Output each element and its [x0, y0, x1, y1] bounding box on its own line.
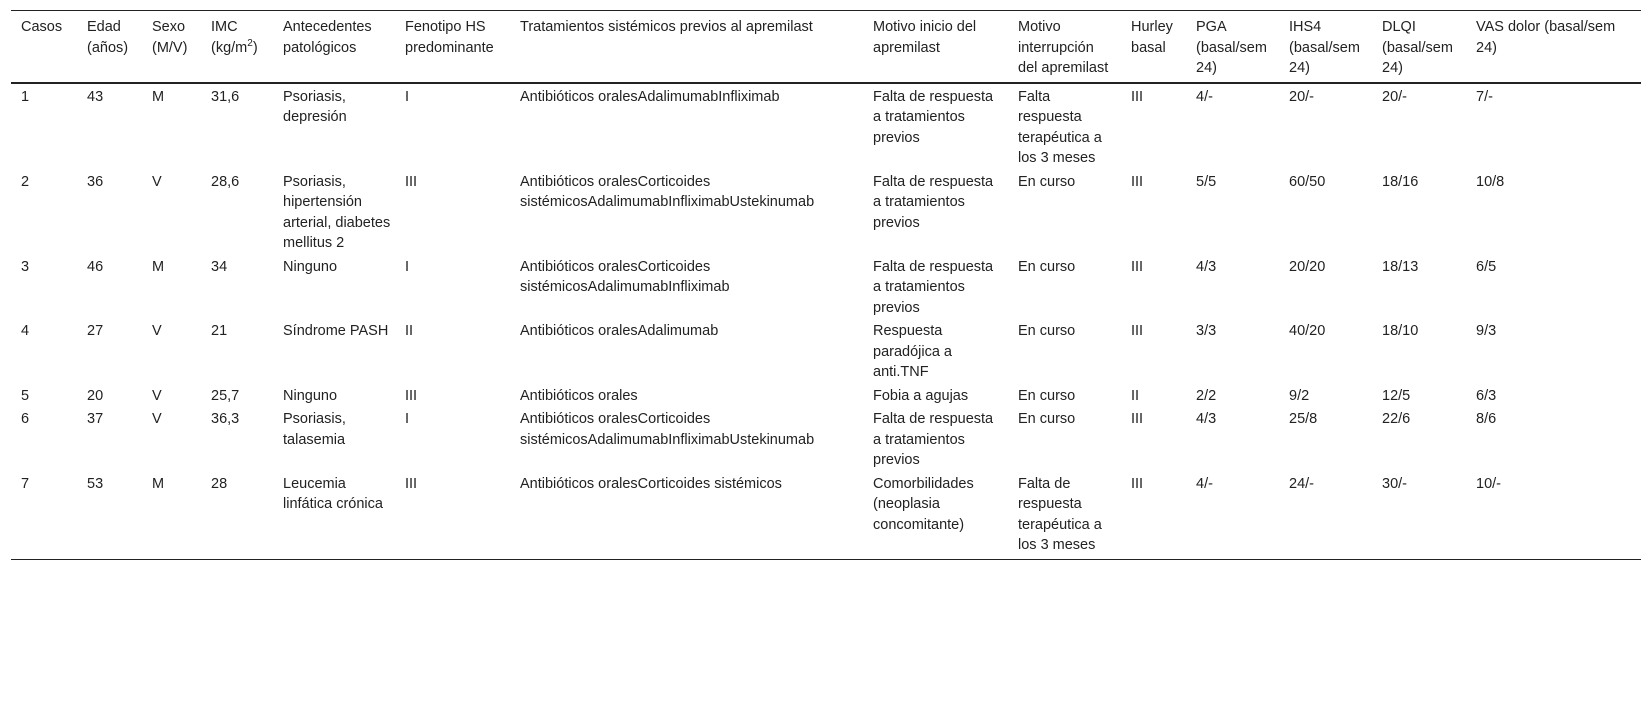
table-cell: 7/- — [1476, 88, 1493, 105]
table-cell: En curso — [1018, 323, 1076, 339]
table-cell: 5/5 — [1196, 173, 1217, 190]
table-cell: Falta de respuesta a tratamientos previos — [873, 173, 994, 231]
table-cell: Fobia a agujas — [873, 387, 969, 404]
table-cell: 8/6 — [1476, 411, 1497, 427]
table-cell: Ninguno — [283, 387, 338, 404]
table-cell: 7 — [21, 475, 30, 492]
header-cell: Tratamientos sistémicos previos al apremilast — [520, 19, 813, 35]
table-cell: Respuesta paradójica a anti.TNF — [873, 323, 952, 380]
table-cell: V — [152, 411, 162, 427]
table-cell: 20/20 — [1289, 258, 1326, 275]
table-cell: 36 — [87, 173, 104, 190]
table-cell: III — [405, 475, 418, 492]
table-cell: Falta de respuesta terapéutica a los 3 meses — [1018, 475, 1102, 553]
table-cell: Antibióticos oralesCorticoides sistémicosAdalimumabInfliximabUstekinumab — [520, 411, 815, 448]
table-cell: 3/3 — [1196, 323, 1217, 339]
table-cell: 4/3 — [1196, 258, 1217, 275]
table-cell: 4/3 — [1196, 411, 1217, 427]
table-row — [11, 169, 1641, 254]
table-cell: V — [152, 173, 162, 190]
table-cell: 6 — [21, 411, 30, 427]
table-cell: Falta de respuesta a tratamientos previos — [873, 258, 994, 316]
table-cell: 60/50 — [1289, 173, 1326, 190]
table-container — [11, 10, 1641, 560]
table-cell: En curso — [1018, 387, 1076, 404]
table-cell: III — [1131, 323, 1144, 339]
header-cell: Fenotipo HS predominante — [405, 19, 494, 56]
table-row — [11, 254, 1641, 319]
table-cell: 18/16 — [1382, 173, 1419, 190]
header-cell: PGA (basal/sem 24) — [1196, 19, 1267, 76]
table-cell: Leucemia linfática crónica — [283, 475, 383, 512]
table-cell: 27 — [87, 323, 104, 339]
table-cell: Comorbilidades (neoplasia concomitante) — [873, 475, 974, 533]
header-cell: Sexo (M/V) — [152, 19, 188, 56]
table-cell: Antibióticos oralesAdalimumab — [520, 323, 719, 339]
table-cell: II — [1131, 387, 1140, 404]
imc-header-tail: ) — [252, 39, 258, 56]
header-cell: Motivo interrupción del apremilast — [1018, 19, 1109, 76]
imc-header-base: IMC (kg/m — [211, 19, 248, 56]
table-cell: III — [405, 173, 418, 190]
table-cell: Antibióticos orales — [520, 387, 638, 404]
table-cell: En curso — [1018, 258, 1076, 275]
table-cell: 53 — [87, 475, 104, 492]
table-cell: Falta respuesta terapéutica a los 3 meses — [1018, 88, 1102, 166]
table-cell: Falta de respuesta a tratamientos previos — [873, 411, 994, 468]
table-cell: 4/- — [1196, 88, 1213, 105]
table-cell: Antibióticos oralesCorticoides sistémicosAdalimumabInfliximabUstekinumab — [520, 173, 815, 210]
table-cell: Ninguno — [283, 258, 338, 275]
table-cell: 43 — [87, 88, 104, 105]
header-cell: VAS dolor (basal/sem 24) — [1476, 19, 1616, 56]
table-cell: I — [405, 88, 410, 105]
table-cell: II — [405, 323, 414, 339]
table-cell: 22/6 — [1382, 411, 1411, 427]
table-cell: Psoriasis, hipertensión arterial, diabetes mellitus 2 — [283, 173, 391, 251]
imc-header-exp: 2 — [247, 37, 253, 49]
header-cell: IHS4 (basal/sem 24) — [1289, 19, 1360, 76]
patients-table — [11, 10, 1641, 560]
table-cell: 10/8 — [1476, 173, 1505, 190]
table-cell: Falta de respuesta a tratamientos previos — [873, 88, 994, 146]
header-cell: Motivo inicio del apremilast — [873, 19, 977, 56]
table-cell: 37 — [87, 411, 104, 427]
table-cell: III — [1131, 88, 1144, 105]
table-cell: 12/5 — [1382, 387, 1411, 404]
table-cell: Síndrome PASH — [283, 323, 389, 339]
table-cell: 28,6 — [211, 173, 240, 190]
table-cell: 36,3 — [211, 411, 240, 427]
table-cell: V — [152, 323, 162, 339]
table-cell: 21 — [211, 323, 228, 339]
table-cell: M — [152, 258, 165, 275]
table-cell: 1 — [21, 88, 30, 105]
table-cell: Antibióticos oralesCorticoides sistémicosAdalimumabInfliximab — [520, 258, 730, 295]
table-cell: 4/- — [1196, 475, 1213, 492]
header-cell: Edad (años) — [87, 19, 129, 56]
table-cell: M — [152, 88, 165, 105]
table-cell: 28 — [211, 475, 228, 492]
table-row — [11, 383, 1641, 407]
table-cell: 2/2 — [1196, 387, 1217, 404]
table-cell: 25,7 — [211, 387, 240, 404]
table-row — [11, 83, 1641, 169]
table-cell: III — [405, 387, 418, 404]
table-cell: 31,6 — [211, 88, 240, 105]
table-row — [11, 318, 1641, 383]
table-cell: 25/8 — [1289, 411, 1318, 427]
table-cell: III — [1131, 173, 1144, 190]
header-cell: DLQI (basal/sem 24) — [1382, 19, 1453, 76]
table-row — [11, 406, 1641, 471]
table-cell: III — [1131, 258, 1144, 275]
table-cell: 9/3 — [1476, 323, 1497, 339]
table-cell: 18/13 — [1382, 258, 1419, 275]
table-cell: 20/- — [1382, 88, 1407, 105]
table-cell: En curso — [1018, 173, 1076, 190]
table-cell: III — [1131, 475, 1144, 492]
table-cell: 9/2 — [1289, 387, 1310, 404]
header-cell: Antecedentes patológicos — [283, 19, 372, 56]
table-cell: 10/- — [1476, 475, 1501, 492]
table-cell: Psoriasis, depresión — [283, 88, 347, 125]
table-cell: 20 — [87, 387, 104, 404]
table-cell: Psoriasis, talasemia — [283, 411, 346, 448]
header-cell: Casos — [21, 19, 63, 35]
table-cell: 3 — [21, 258, 30, 275]
table-cell: I — [405, 258, 410, 275]
table-cell: 20/- — [1289, 88, 1314, 105]
table-cell: I — [405, 411, 410, 427]
table-row — [11, 471, 1641, 560]
header-cell: Hurley basal — [1131, 19, 1173, 56]
header-cell-imc — [201, 11, 273, 83]
table-cell: 5 — [21, 387, 30, 404]
header-row — [11, 11, 1641, 83]
table-cell: 18/10 — [1382, 323, 1419, 339]
table-cell: 34 — [211, 258, 228, 275]
table-cell: Antibióticos oralesAdalimumabInfliximab — [520, 88, 780, 105]
table-cell: 30/- — [1382, 475, 1407, 492]
table-cell: 40/20 — [1289, 323, 1326, 339]
table-body — [11, 83, 1641, 560]
table-cell: 4 — [21, 323, 30, 339]
table-cell: M — [152, 475, 165, 492]
table-cell: III — [1131, 411, 1144, 427]
table-cell: 6/3 — [1476, 387, 1497, 404]
table-cell: V — [152, 387, 162, 404]
table-cell: 6/5 — [1476, 258, 1497, 275]
table-cell: En curso — [1018, 411, 1076, 427]
table-cell: Antibióticos oralesCorticoides sistémicos — [520, 475, 782, 492]
table-cell: 46 — [87, 258, 104, 275]
table-cell: 2 — [21, 173, 30, 190]
table-cell: 24/- — [1289, 475, 1314, 492]
